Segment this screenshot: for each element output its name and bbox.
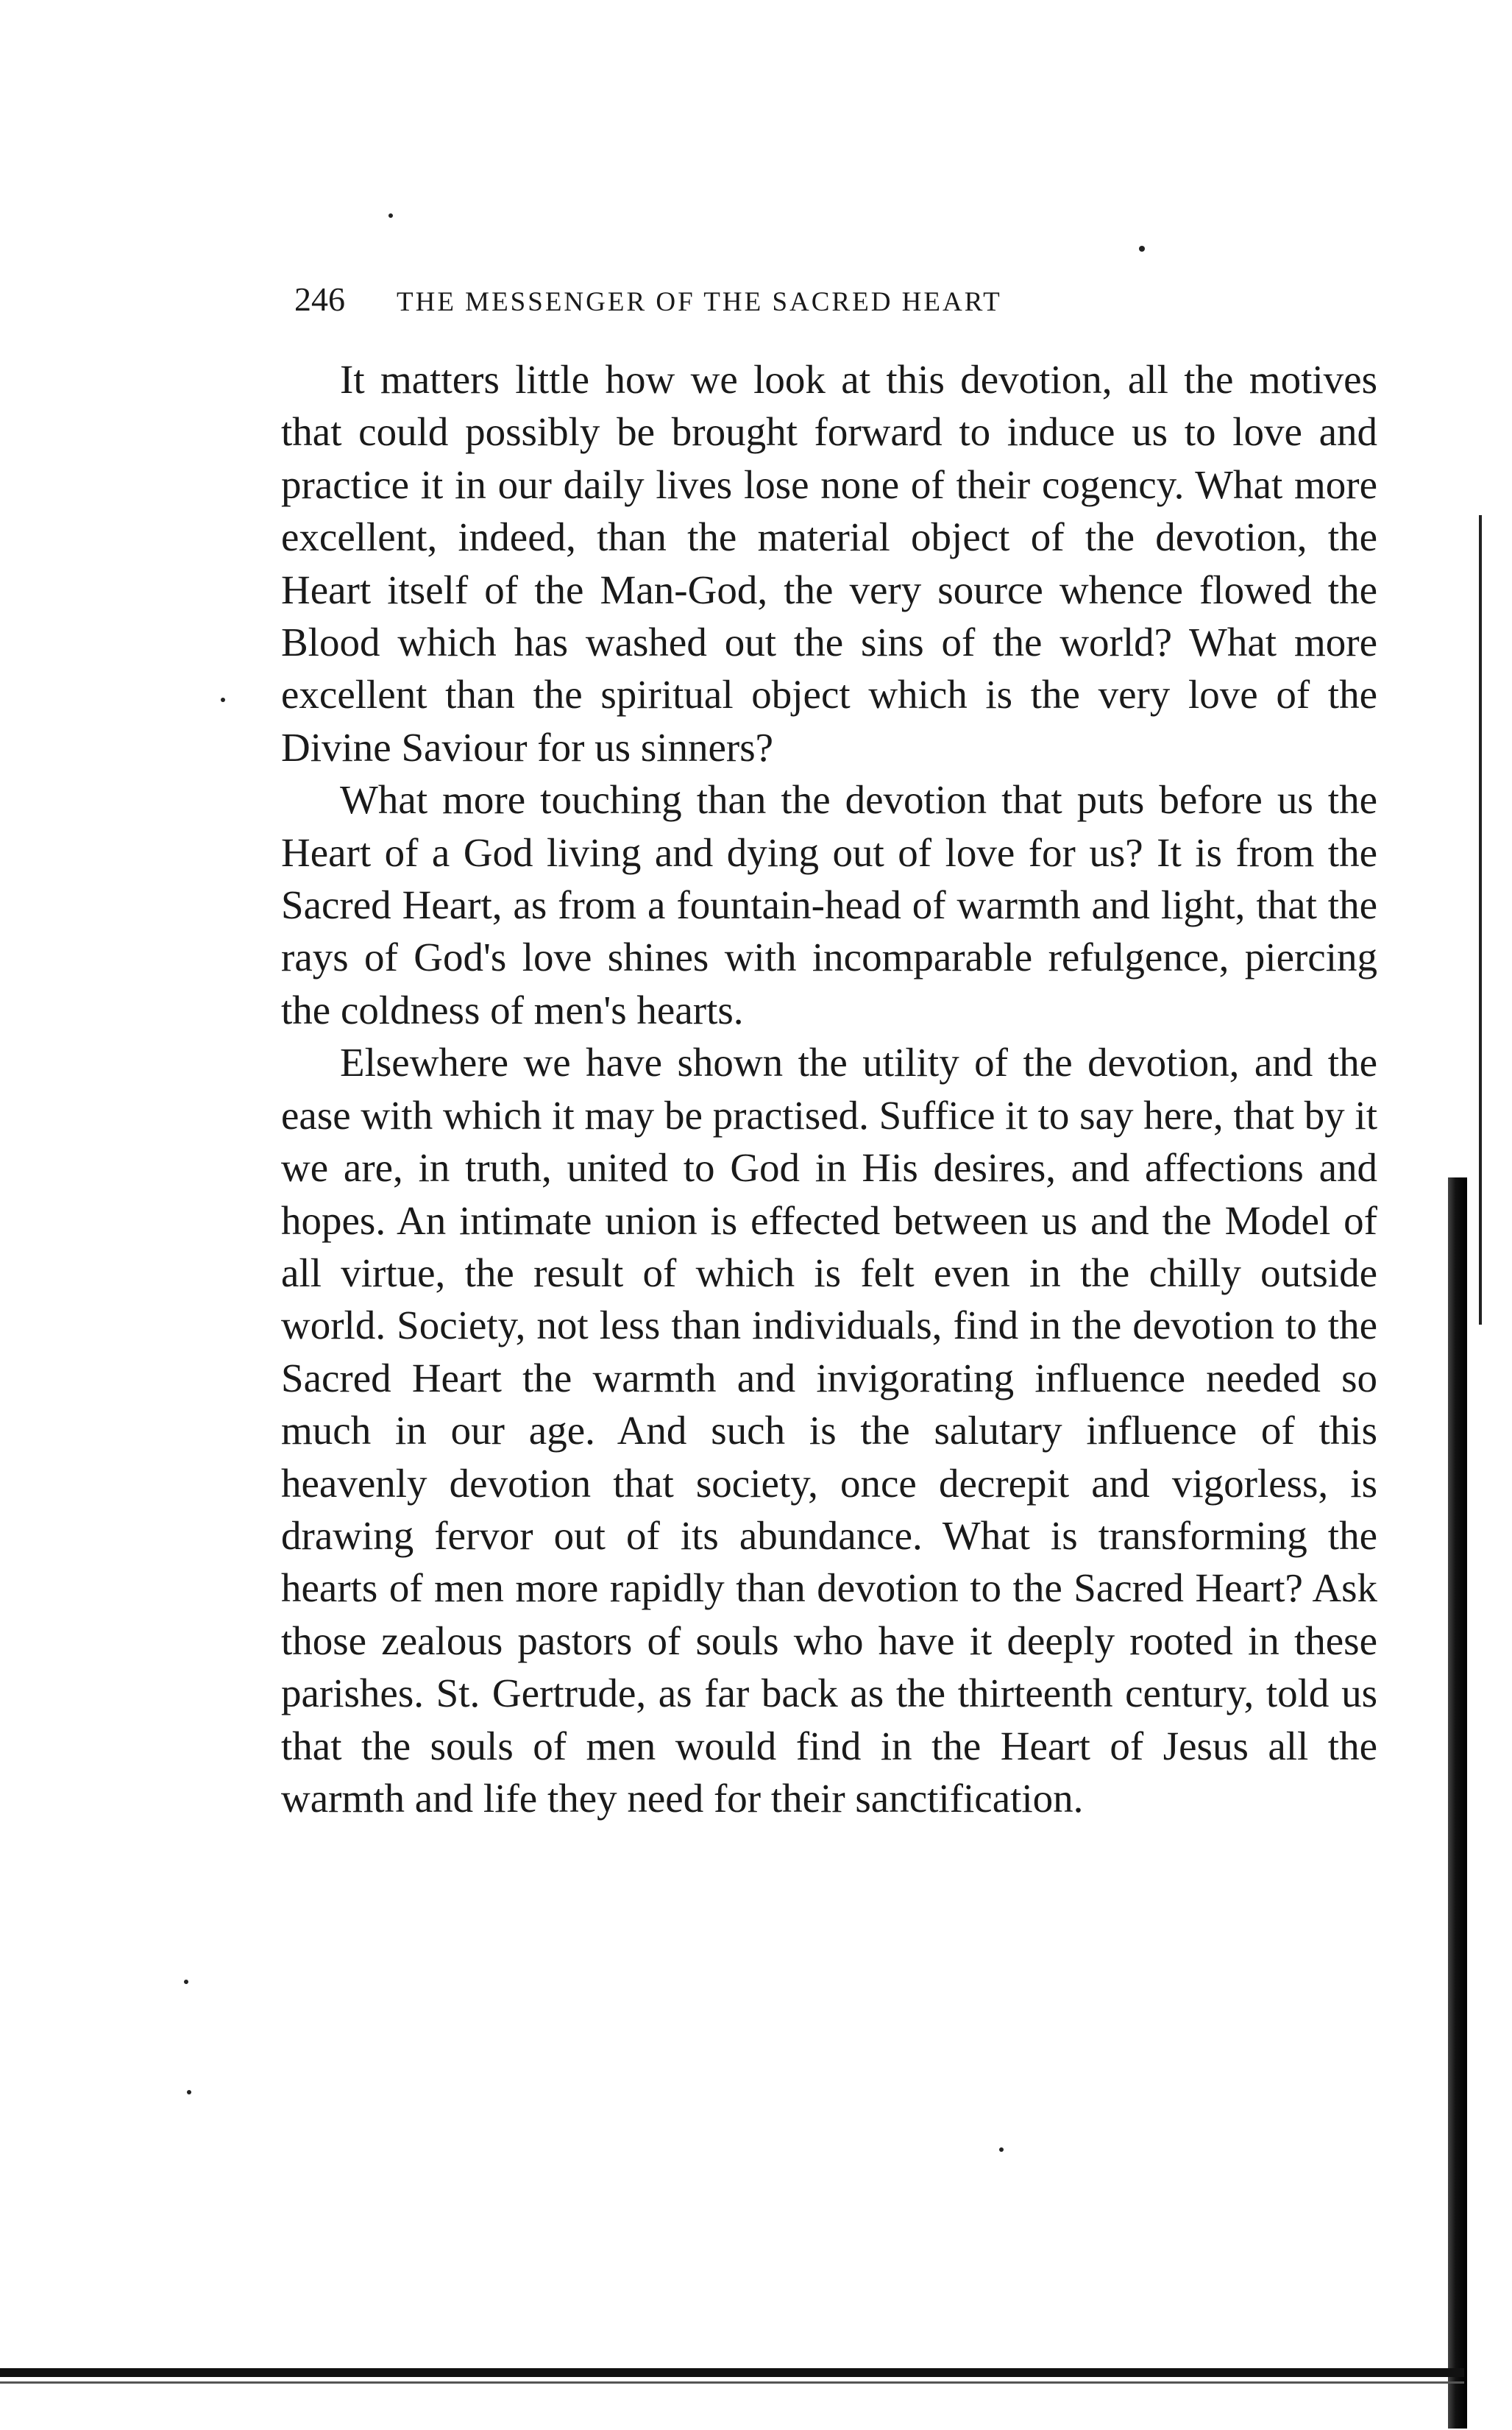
paragraph-1: It matters little how we look at this devotion, all the motives that could possibly be brought forward to induce us to love and practice it in our daily lives lose none of their cogency. What more excellent, indeed, than the material object of the devotion, the Heart itself of the Man-God, the very source whence flowed the Blood which has washed out the sins of the world? What more excellent than the spiritual object which is the very love of the Divine Saviour for us sinners? (281, 357, 1377, 770)
page-edge-line (1479, 515, 1482, 1325)
binding-shadow-bottom (0, 2368, 1464, 2377)
scan-speck (187, 2090, 191, 2094)
binding-shadow-right (1448, 1177, 1467, 2429)
running-title: THE MESSENGER OF THE SACRED HEART (397, 287, 1002, 317)
scan-speck (388, 213, 393, 218)
scan-speck (1139, 246, 1145, 252)
scan-speck (184, 1980, 188, 1984)
page-number: 246 (294, 280, 345, 318)
paragraph-3: Elsewhere we have shown the utility of the devotion, and the ease with which it may be practised. Suffice it to say here, that by it we are, in truth, united to God in His desires, and affections and hopes. An intimate union is effected between us and the Model of all virtue, the result of which is felt even in the chilly outside world. Society, not less than individuals, find in the devotion to the Sacred Heart the warmth and invigorating influence needed so much in our age. And such is the salutary influence of this heavenly devotion that society, once decrepit and vigorless, is drawing fervor out of its abundance. What is transforming the hearts of men more rapidly than devotion to the Sacred Heart? Ask those zealous pastors of souls who have it deeply rooted in these parishes. St. Gertrude, as far back as the thirteenth century, told us that the souls of men would find in the Heart of Jesus all the warmth and life they need for their sanctification. (281, 1040, 1377, 1821)
paragraph-2: What more touching than the devotion that puts before us the Heart of a God living and dying out of love for us? It is from the Sacred Heart, as from a fountain-head of warmth and light, that the rays of God's love shines with incomparable refulgence, piercing the coldness of men's hearts. (281, 777, 1377, 1032)
scan-speck (999, 2147, 1004, 2152)
body-text (281, 353, 1377, 1824)
scan-speck (221, 698, 225, 702)
page-header (294, 280, 1251, 324)
page-edge-bottom (0, 2381, 1464, 2384)
